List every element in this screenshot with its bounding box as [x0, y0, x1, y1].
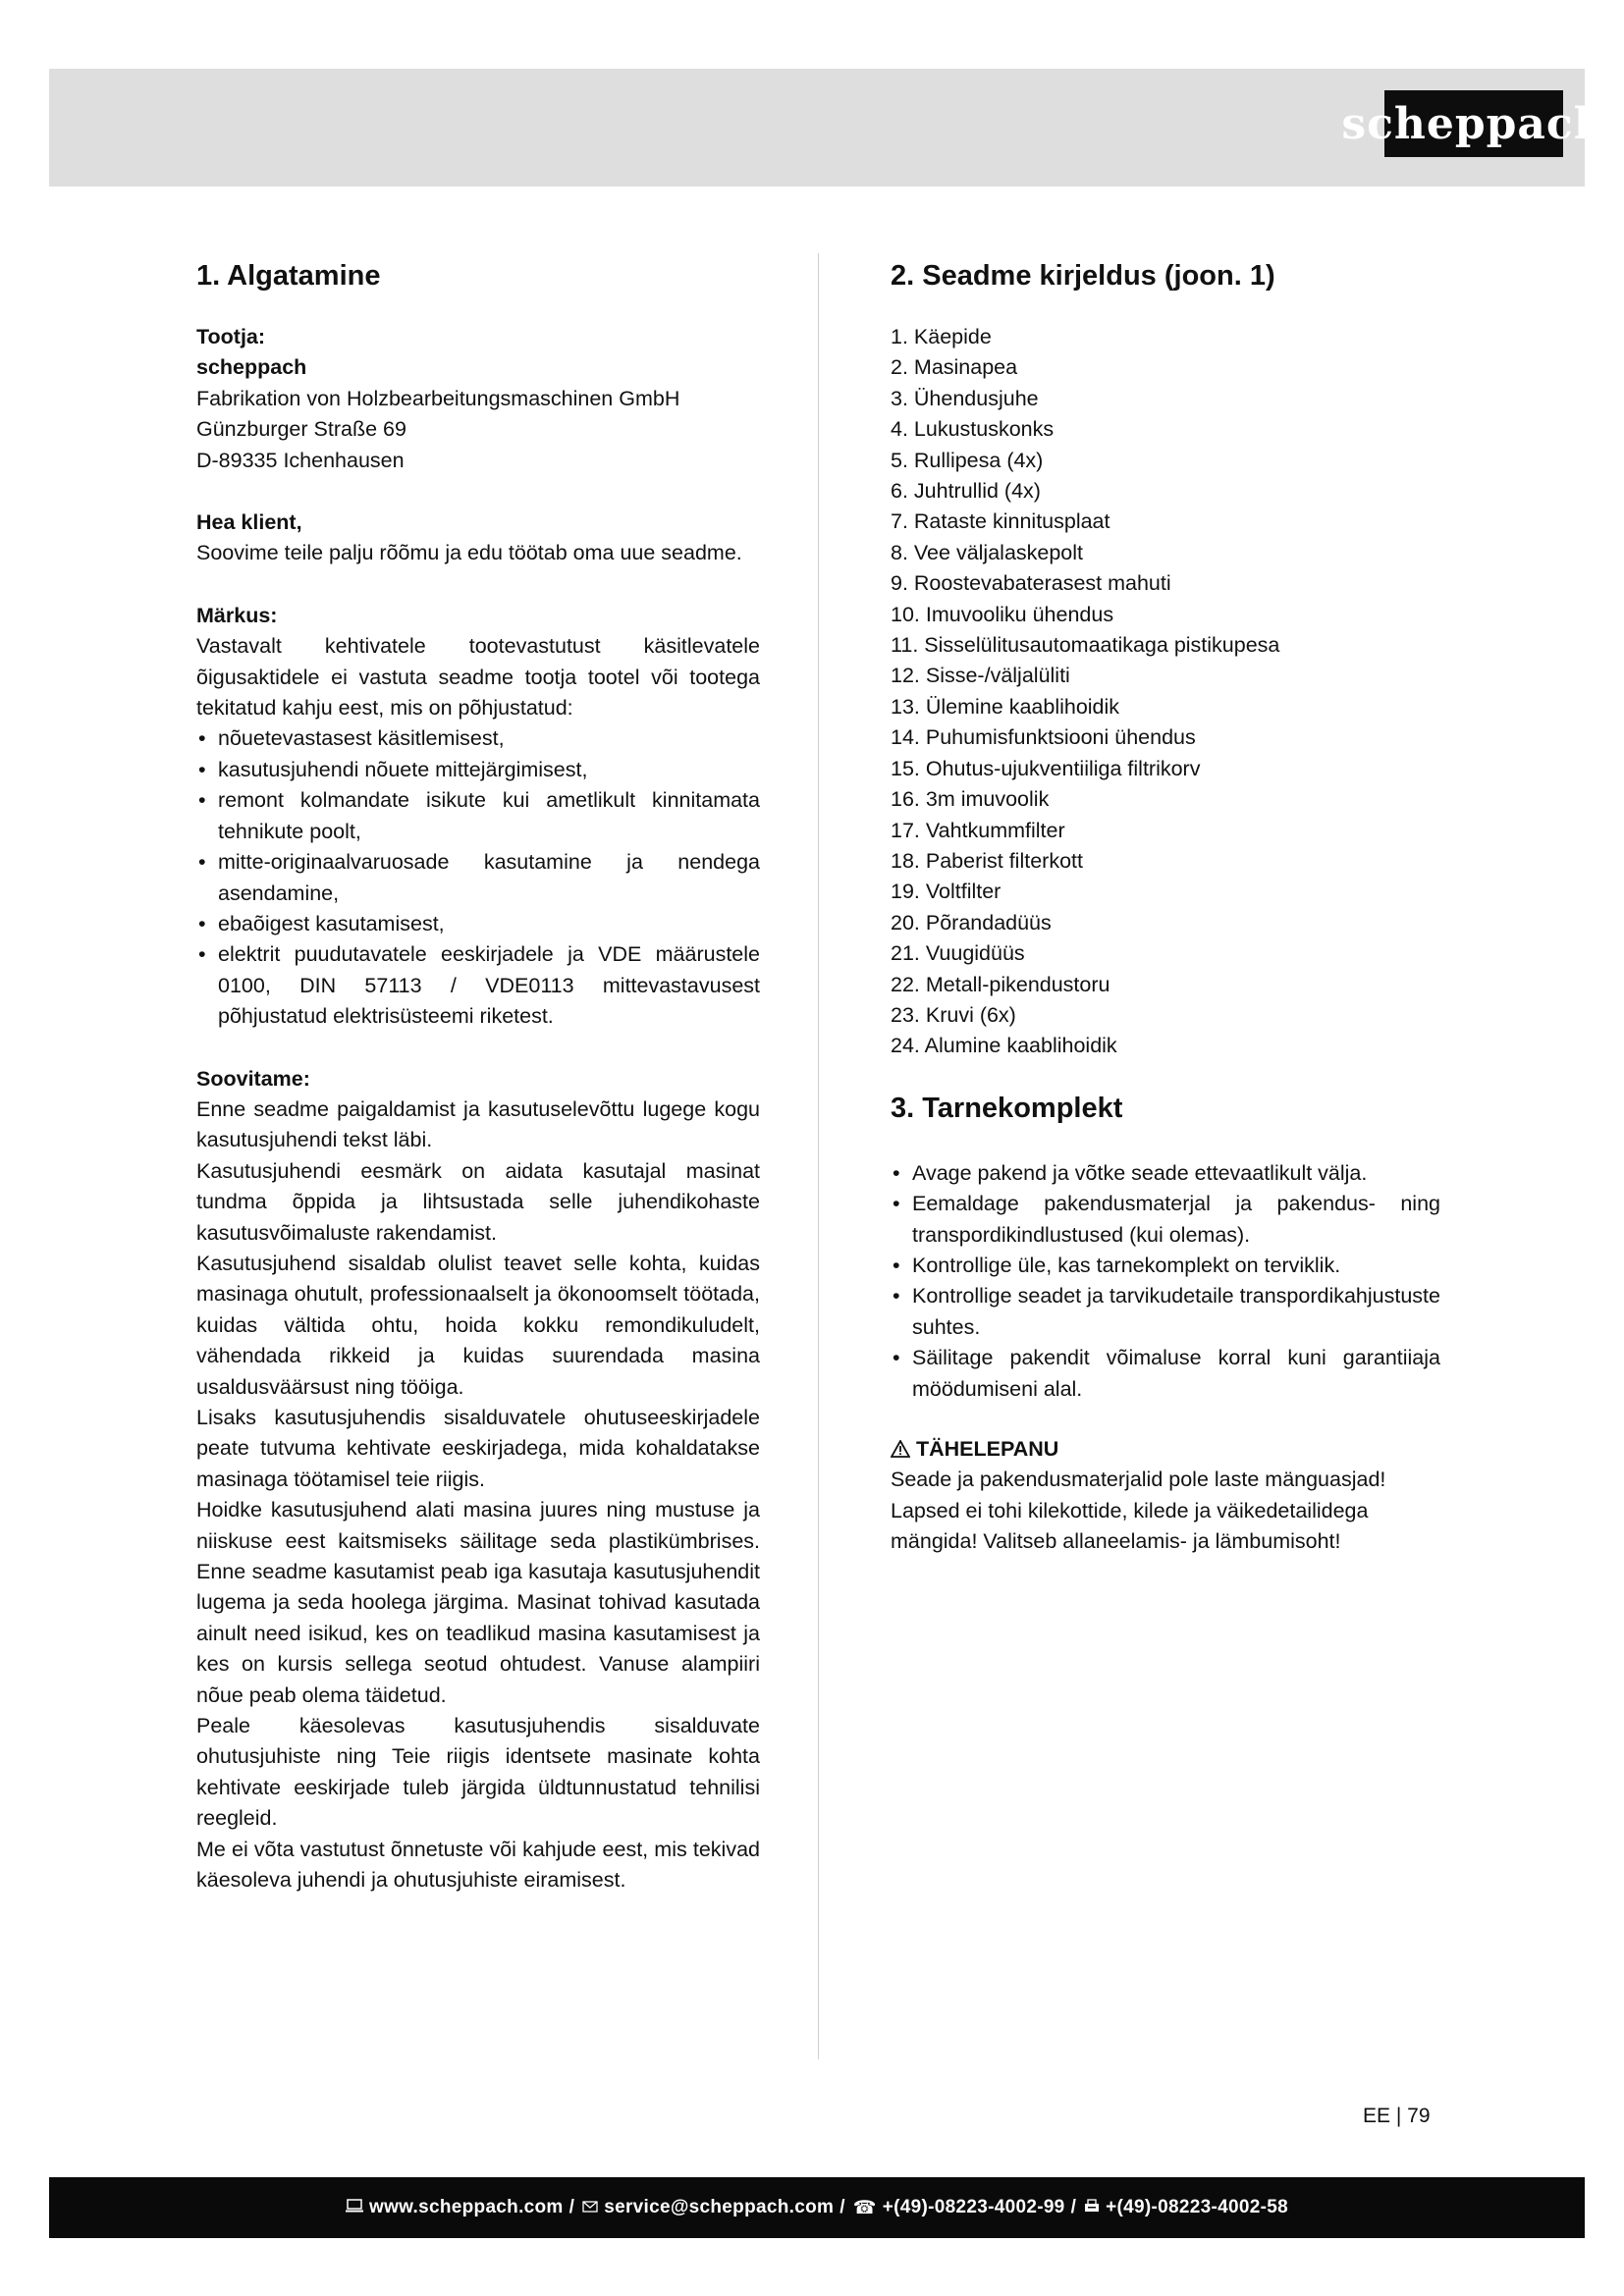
list-item: 20. Põrandadüüs [891, 910, 1052, 934]
footer-phone: +(49)-08223-4002-99 [882, 2197, 1065, 2217]
list-item: 17. Vahtkummfilter [891, 818, 1065, 842]
list-item: 21. Vuugidüüs [891, 941, 1025, 966]
recommend-paragraph: Peale käesolevas kasutusjuhendis sisalduvate ohutusjuhiste ning Teie riigis identsete masinate kohta kehtivate eeskirjade tuleb järgida üldtunnustatud tehnilisi reegleid. [196, 1714, 760, 1831]
list-item: 15. Ohutus-ujukventiiliga filtrikorv [891, 756, 1201, 780]
list-item: 5. Rullipesa (4x) [891, 448, 1044, 472]
manufacturer-label: Tootja: [196, 325, 266, 348]
warning-triangle-icon [891, 1434, 910, 1465]
list-item: • elektrit puudutavatele eeskirjadele ja VDE määrustele 0100, DIN 57113 / VDE0113 mittevastavusest põhjustatud elektrisüsteemi riketest. [196, 939, 760, 1032]
list-item: 3. Ühendusjuhe [891, 386, 1039, 410]
recommend-paragraph: Kasutusjuhend sisaldab olulist teavet selle kohta, kuidas masinaga ohutult, professionaalselt ja ökonoomselt töötada, kuidas vältida ohtu, hoida kokku remondikuludelt, vähendada rikkeid ja kuidas suurendada masina usaldusväärsust ning tööiga. [196, 1251, 760, 1399]
fax-icon [1084, 2197, 1100, 2218]
recommend-paragraph: Hoidke kasutusjuhend alati masina juures ning mustuse ja niiskuse eest kaitsmiseks säilitage seda plastikümbrises. Enne seadme kasutamist peab iga kasutaja kasutusjuhendit lugema ja seda hoolega järgima. Masinat tohivad kasutada ainult need isikud, kes on teadlikud masina kasutamisest ja kes on kursis sellega seotud ohtudest. Vanuse alampiiri nõue peab olema täidetud. [196, 1498, 760, 1707]
warning-title: TÄHELEPANU [916, 1437, 1059, 1461]
delivery-bullet-list [891, 1158, 1440, 1405]
list-item: 7. Rataste kinnitusplaat [891, 509, 1110, 534]
address-line: D-89335 Ichenhausen [196, 448, 405, 472]
list-item: 2. Masinapea [891, 355, 1018, 380]
list-item: 6. Juhtrullid (4x) [891, 479, 1041, 504]
warning-heading [891, 1434, 1440, 1465]
recommend-label: Soovitame: [196, 1066, 310, 1091]
list-item: 10. Imuvooliku ühendus [891, 602, 1114, 626]
note-label: Märkus: [196, 603, 278, 627]
manufacturer-name: scheppach [196, 355, 307, 380]
computer-icon [346, 2197, 363, 2218]
list-item: • Kontrollige üle, kas tarnekomplekt on terviklik. [891, 1251, 1440, 1281]
list-item: 9. Roostevabaterasest mahuti [891, 571, 1171, 596]
list-item: 19. Voltfilter [891, 880, 1001, 904]
recommend-paragraph: Kasutusjuhendi eesmärk on aidata kasutajal masinat tundma õppida ja lihtsustada selle juhendikohaste kasutusvõimaluste rakendamist. [196, 1158, 760, 1245]
warning-text: Seade ja pakendusmaterjalid pole laste mänguasjad! Lapsed ei tohi kilekottide, kilede ja väikedetailidega mängida! Valitseb allaneelamis- ja lämbumisoht! [891, 1468, 1386, 1554]
phone-icon: ☎ [852, 2197, 877, 2218]
list-item: 12. Sisse-/väljalüliti [891, 664, 1070, 688]
page-number: EE | 79 [1363, 2105, 1431, 2127]
list-item: 14. Puhumisfunktsiooni ühendus [891, 725, 1196, 750]
list-item: • kasutusjuhendi nõuete mittejärgimisest, [196, 755, 760, 785]
list-item: 16. 3m imuvoolik [891, 787, 1050, 812]
list-item: 8. Vee väljalaskepolt [891, 540, 1084, 564]
note-text: Vastavalt kehtivatele tootevastutust käsitlevatele õigusaktidele ei vastuta seadme tootja tootel või tootega tekitatud kahju eest, mis on põhjustatud: [196, 634, 760, 721]
list-item: 4. Lukustuskonks [891, 417, 1055, 442]
list-item: 13. Ülemine kaablihoidik [891, 694, 1120, 719]
recommend-paragraph: Enne seadme paigaldamist ja kasutuselevõttu lugege kogu kasutusjuhendi tekst läbi. [196, 1096, 760, 1152]
address-line: Fabrikation von Holzbearbeitungsmaschinen GmbH [196, 386, 680, 410]
footer-website-link[interactable]: www.scheppach.com [369, 2197, 564, 2217]
scheppach-logo: scheppach [1384, 90, 1563, 157]
note-bullet-list [196, 723, 760, 1032]
list-item: 23. Kruvi (6x) [891, 1002, 1016, 1027]
section-2-title: 2. Seadme kirjeldus (joon. 1) [891, 260, 1275, 292]
greeting-label: Hea klient, [196, 510, 302, 535]
section-3-title: 3. Tarnekomplekt [891, 1092, 1123, 1124]
footer-email-link[interactable]: service@scheppach.com [604, 2197, 835, 2217]
list-item: • nõuetevastasest käsitlemisest, [196, 723, 760, 754]
address-line: Günzburger Straße 69 [196, 417, 406, 442]
recommend-paragraph: Me ei võta vastutust õnnetuste või kahjude eest, mis tekivad käesoleva juhendi ja ohutusjuhiste eiramisest. [196, 1837, 760, 1893]
footer-band: www.scheppach.com / service@scheppach.com / ☎ +(49)-08223-4002-99 / +(49)-08223-4002-58 [49, 2177, 1585, 2238]
list-item: • ebaõigest kasutamisest, [196, 909, 760, 939]
right-column [891, 253, 1440, 1558]
list-item: 18. Paberist filterkott [891, 848, 1083, 873]
greeting-text: Soovime teile palju rõõmu ja edu töötab oma uue seadme. [196, 541, 742, 565]
list-item: • mitte-originaalvaruosade kasutamine ja nendega asendamine, [196, 847, 760, 909]
list-item: • Säilitage pakendit võimaluse korral kuni garantiiaja möödumiseni alal. [891, 1343, 1440, 1405]
list-item: 24. Alumine kaablihoidik [891, 1034, 1117, 1058]
list-item: • remont kolmandate isikute kui ametlikult kinnitamata tehnikute poolt, [196, 785, 760, 847]
header-band [49, 69, 1606, 187]
list-item: • Eemaldage pakendusmaterjal ja pakendus- ning transpordikindlustused (kui olemas). [891, 1189, 1440, 1251]
section-1-title: 1. Algatamine [196, 260, 381, 292]
list-item: 1. Käepide [891, 325, 992, 348]
left-column [196, 253, 760, 1896]
list-item: 11. Sisselülitusautomaatikaga pistikupesa [891, 633, 1280, 658]
list-item: • Avage pakend ja võtke seade ettevaatlikult välja. [891, 1158, 1440, 1189]
recommend-paragraph: Lisaks kasutusjuhendis sisalduvatele ohutuseeskirjadele peate tutvuma kehtivate eeskirjadega, mida kohaldatakse masinaga töötamisel teie riigis. [196, 1406, 760, 1491]
email-icon [582, 2197, 598, 2218]
parts-list [891, 322, 1440, 1062]
list-item: 22. Metall-pikendustoru [891, 972, 1110, 996]
list-item: • Kontrollige seadet ja tarvikudetaile transpordikahjustuste suhtes. [891, 1281, 1440, 1343]
footer-fax: +(49)-08223-4002-58 [1106, 2197, 1288, 2217]
column-divider [818, 253, 819, 2059]
